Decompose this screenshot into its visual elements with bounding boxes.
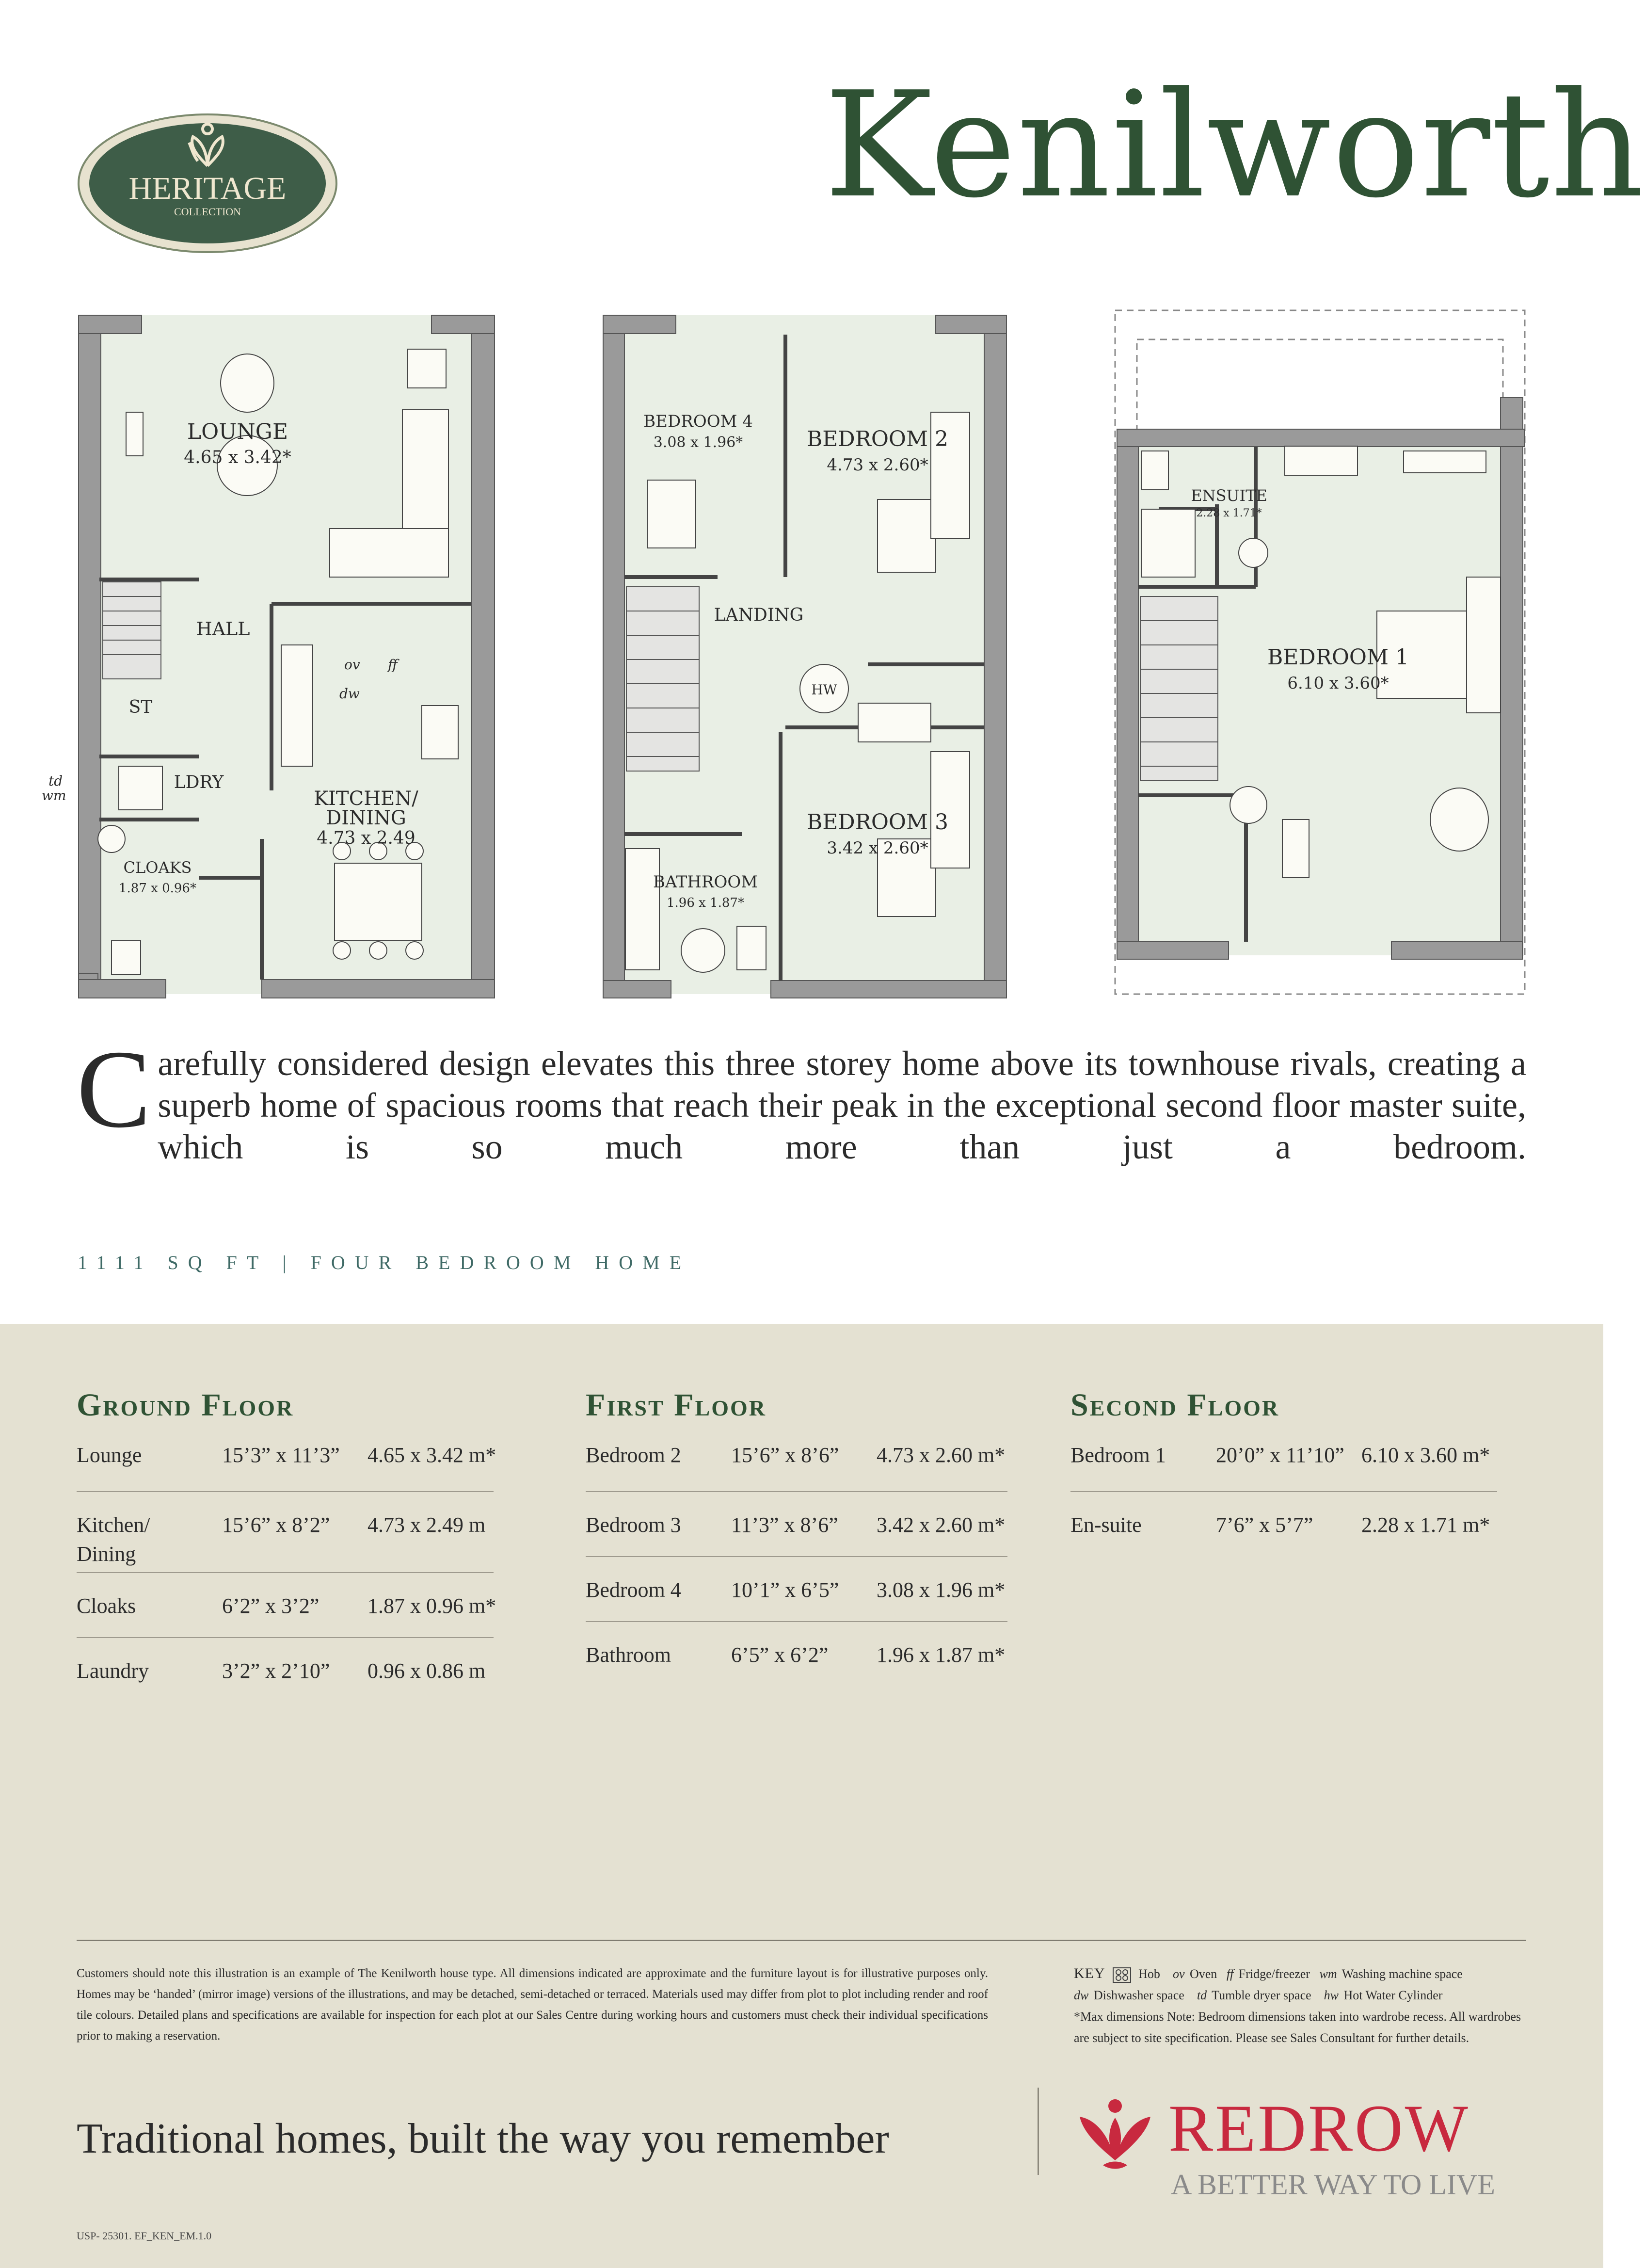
cloaks-label: CLOAKS	[123, 858, 192, 877]
redrow-logo	[1074, 2088, 1530, 2214]
ground-floor-heading: Ground Floor	[77, 1387, 294, 1423]
redrow-flower-icon	[1080, 2099, 1150, 2169]
second-floor-heading: Second Floor	[1070, 1387, 1280, 1423]
table-row: Bedroom 2 15’6” x 8’6” 4.73 x 2.60 m*	[586, 1443, 1007, 1492]
key-fridge: Fridge/freezer	[1238, 1967, 1310, 1981]
table-row: Laundry 3’2” x 2’10” 0.96 x 0.86 m	[77, 1659, 486, 1683]
bedroom4-label: BEDROOM 4	[643, 412, 753, 431]
washing-machine-abbr: wm	[42, 788, 66, 804]
key-hot-water: Hot Water Cylinder	[1343, 1988, 1443, 2002]
hall-label: HALL	[196, 618, 250, 640]
storage-label: ST	[128, 697, 153, 717]
second-floor-plan	[1110, 306, 1532, 999]
key-abbr-hw: hw	[1324, 1988, 1339, 2002]
ground-floor-table	[77, 1443, 494, 1696]
bedroom2-dims: 4.73 x 2.60*	[827, 455, 928, 475]
redrow-slogan: A BETTER WAY TO LIVE	[1171, 2169, 1495, 2201]
table-row: En-suite 7’6” x 5’7” 2.28 x 1.71 m*	[1070, 1513, 1490, 1537]
key-legend	[1074, 1963, 1530, 2049]
redrow-wordmark: REDROW	[1168, 2091, 1470, 2165]
key-tumble-dryer: Tumble dryer space	[1212, 1988, 1311, 2002]
house-name-title: Kenilworth	[824, 61, 1645, 230]
first-floor-plan	[596, 306, 1008, 999]
table-row: Kitchen/ Dining 15’6” x 8’2” 4.73 x 2.49 m	[77, 1492, 494, 1573]
footer-vertical-divider	[1038, 2088, 1039, 2175]
hob-icon	[1112, 1967, 1132, 1983]
footer-divider	[77, 1940, 1526, 1941]
lounge-dims: 4.65 x 3.42*	[184, 448, 291, 467]
bedroom4-dims: 3.08 x 1.96*	[653, 434, 743, 451]
bedroom3-label: BEDROOM 3	[806, 810, 949, 835]
ensuite-label: ENSUITE	[1191, 486, 1267, 505]
disclaimer-text: Customers should note this illustration is an example of The Kenilworth house type. All dimensions indicated are approximate and the furniture layout is for illustrative purposes only. Homes may be ‘handed’ (mirror image) versions of the illustrations, and may be detached, semi-detached or terraced. Materials used may differ from plot to plot including render and roof tile colours. Detailed plans and specifications are available for inspection for each plot at our Sales Centre during working hours and customers must check their individual specifications prior to making a reservation.	[77, 1967, 988, 2043]
bathroom-dims: 1.96 x 1.87*	[667, 896, 744, 910]
collection-subtitle: COLLECTION	[174, 206, 241, 218]
key-abbr-dw: dw	[1074, 1988, 1089, 2002]
dining-label: DINING	[326, 807, 406, 829]
bedroom3-dims: 3.42 x 2.60*	[827, 838, 928, 858]
bedroom1-dims: 6.10 x 3.60*	[1287, 674, 1389, 693]
bedroom1-label: BEDROOM 1	[1267, 645, 1409, 670]
intro-text: arefully considered design elevates this three storey home above its townhouse rivals, creating a superb home of spacious rooms that reach their peak in the exceptional second floor master suite, which is so much more than just a bedroom.	[158, 1044, 1526, 1166]
hot-water-cylinder-label: HW	[811, 682, 837, 698]
key-abbr-wm: wm	[1319, 1967, 1337, 1981]
bathroom-label: BATHROOM	[653, 872, 758, 892]
first-floor-table	[586, 1443, 1007, 1680]
usp-code: USP- 25301. EF_KEN_EM.1.0	[77, 2230, 212, 2242]
key-dishwasher: Dishwasher space	[1093, 1988, 1184, 2002]
key-note: *Max dimensions Note: Bedroom dimensions taken into wardrobe recess. All wardrobes are subject to site specification. Please see Sales Consultant for further details.	[1074, 2010, 1521, 2045]
home-size-line: 1111 SQ FT | FOUR BEDROOM HOME	[78, 1252, 691, 1273]
tumble-dryer-abbr: td	[48, 773, 63, 789]
key-abbr-ov: ov	[1172, 1967, 1185, 1981]
kitchen-dims: 4.73 x 2.49	[317, 828, 415, 848]
key-hob: Hob	[1138, 1967, 1160, 1981]
bedroom2-label: BEDROOM 2	[806, 427, 949, 451]
ensuite-dims: 2.28 x 1.71*	[1196, 507, 1262, 519]
kitchen-label: KITCHEN/	[314, 788, 418, 810]
cloaks-dims: 1.87 x 0.96*	[119, 881, 196, 896]
laundry-label: LDRY	[174, 772, 224, 792]
intro-paragraph	[77, 1027, 1526, 1168]
dishwasher-abbr: dw	[339, 686, 360, 702]
table-row: Cloaks 6’2” x 3’2” 1.87 x 0.96 m*	[77, 1573, 494, 1638]
lounge-label: LOUNGE	[187, 419, 288, 444]
table-row: Bedroom 4 10’1” x 6’5” 3.08 x 1.96 m*	[586, 1557, 1007, 1622]
key-washing-machine: Washing machine space	[1342, 1967, 1463, 1981]
fridge-abbr: ff	[388, 657, 398, 673]
second-floor-table	[1070, 1443, 1497, 1550]
table-row: Bathroom 6’5” x 6’2” 1.96 x 1.87 m*	[586, 1643, 1006, 1667]
table-row: Bedroom 1 20’0” x 11’10” 6.10 x 3.60 m*	[1070, 1443, 1497, 1492]
key-title: KEY	[1074, 1965, 1105, 1981]
first-floor-heading: First Floor	[586, 1387, 767, 1423]
table-row: Lounge 15’3” x 11’3” 4.65 x 3.42 m*	[77, 1443, 494, 1492]
table-row: Bedroom 3 11’3” x 8’6” 3.42 x 2.60 m*	[586, 1492, 1007, 1557]
tagline: Traditional homes, built the way you remember	[77, 2115, 889, 2162]
key-abbr-td: td	[1197, 1988, 1207, 2002]
heritage-wordmark: HERITAGE	[128, 171, 287, 206]
key-abbr-ff: ff	[1226, 1967, 1234, 1981]
drop-cap: C	[77, 1027, 151, 1151]
heritage-collection-logo	[77, 113, 338, 254]
landing-label: LANDING	[714, 605, 804, 625]
ground-floor-plan	[42, 306, 514, 999]
key-oven: Oven	[1189, 1967, 1217, 1981]
oven-abbr: ov	[344, 657, 360, 673]
